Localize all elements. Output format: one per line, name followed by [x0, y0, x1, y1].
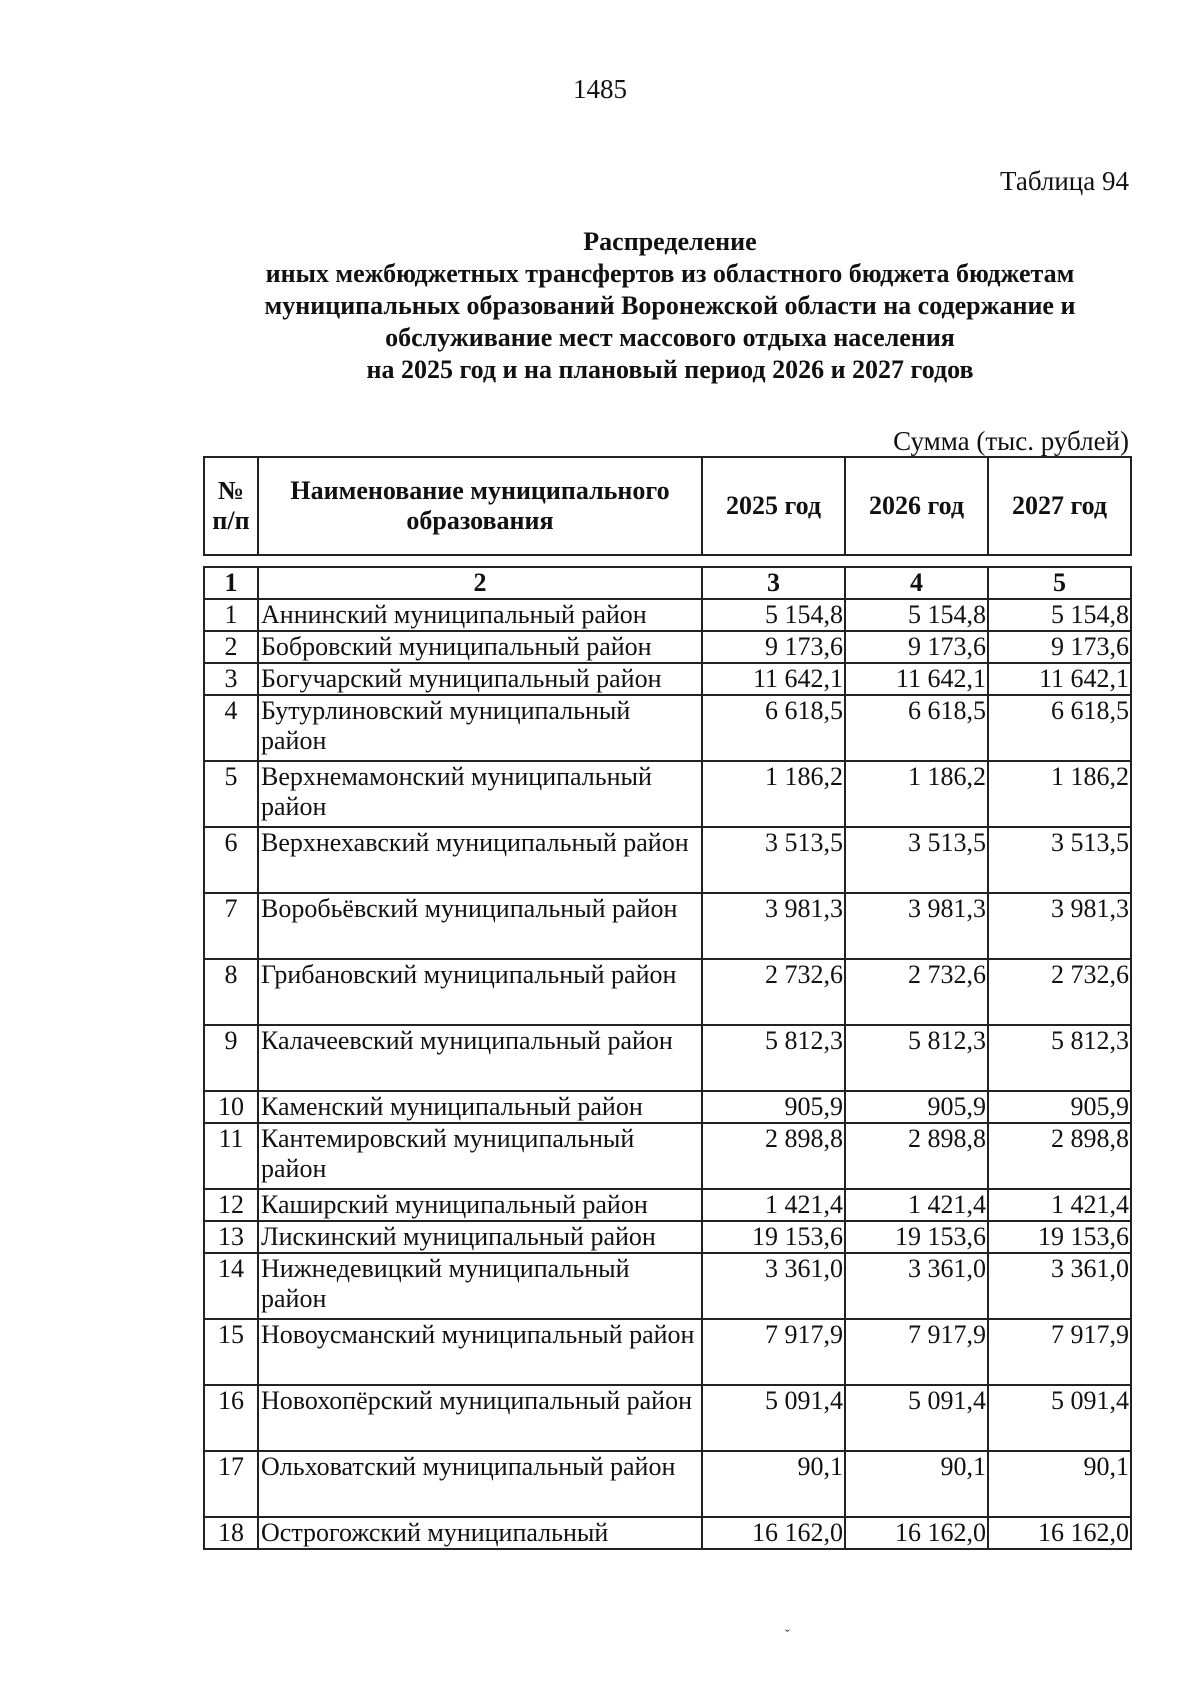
value-2027: 5 812,3 [988, 1025, 1131, 1091]
row-number: 16 [204, 1385, 258, 1451]
table-row [204, 1123, 1131, 1189]
value-2027: 905,9 [988, 1091, 1131, 1123]
title-line: иных межбюджетных трансфертов из областного бюджета бюджетам [265, 259, 1075, 288]
municipality-name: Аннинский муниципальный район [258, 599, 702, 631]
value-2027: 1 421,4 [988, 1189, 1131, 1221]
value-2026: 1 186,2 [845, 761, 988, 827]
municipality-name: Бутурлиновский муниципальный район [258, 695, 702, 761]
value-2026: 90,1 [845, 1451, 988, 1517]
value-2027: 5 154,8 [988, 599, 1131, 631]
value-2025: 3 513,5 [702, 827, 845, 893]
municipality-name: Верхнехавский муниципальный район [258, 827, 702, 893]
value-2027: 3 513,5 [988, 827, 1131, 893]
value-2025: 7 917,9 [702, 1319, 845, 1385]
table-row [204, 631, 1131, 663]
column-number: 5 [988, 567, 1131, 599]
value-2026: 5 812,3 [845, 1025, 988, 1091]
value-2027: 5 091,4 [988, 1385, 1131, 1451]
value-2027: 11 642,1 [988, 663, 1131, 695]
table-header [203, 456, 1132, 556]
value-2026: 1 421,4 [845, 1189, 988, 1221]
value-2025: 19 153,6 [702, 1221, 845, 1253]
row-number: 10 [204, 1091, 258, 1123]
table-row [204, 1253, 1131, 1319]
municipality-name: Новоусманский муниципальный район [258, 1319, 702, 1385]
municipality-name: Верхнемамонский муниципальный район [258, 761, 702, 827]
row-number: 7 [204, 893, 258, 959]
row-number: 4 [204, 695, 258, 761]
value-2025: 3 981,3 [702, 893, 845, 959]
row-number: 9 [204, 1025, 258, 1091]
row-number: 1 [204, 599, 258, 631]
title-line: Распределение [583, 227, 757, 256]
table-row [204, 1091, 1131, 1123]
table-label: Таблица 94 [1000, 166, 1129, 196]
municipality-name: Лискинский муниципальный район [258, 1221, 702, 1253]
value-2025: 5 812,3 [702, 1025, 845, 1091]
row-number: 15 [204, 1319, 258, 1385]
data-table [203, 566, 1132, 1550]
table-row [204, 1451, 1131, 1517]
municipality-name: Воробьёвский муниципальный район [258, 893, 702, 959]
document-title [100, 226, 1200, 386]
row-number: 2 [204, 631, 258, 663]
title-line: на 2025 год и на плановый период 2026 и 2027 годов [366, 355, 974, 384]
table-row [204, 599, 1131, 631]
municipality-name: Богучарский муниципальный район [258, 663, 702, 695]
value-2026: 5 091,4 [845, 1385, 988, 1451]
municipality-name: Кантемировский муниципальный район [258, 1123, 702, 1189]
header-2026: 2026 год [845, 457, 988, 555]
row-number: 12 [204, 1189, 258, 1221]
value-2026: 16 162,0 [845, 1517, 988, 1549]
municipality-name: Каменский муниципальный район [258, 1091, 702, 1123]
scan-mark: ˇ [785, 1628, 790, 1643]
value-2026: 2 732,6 [845, 959, 988, 1025]
value-2027: 2 732,6 [988, 959, 1131, 1025]
table-row [204, 1189, 1131, 1221]
column-number: 1 [204, 567, 258, 599]
value-2026: 3 361,0 [845, 1253, 988, 1319]
value-2027: 7 917,9 [988, 1319, 1131, 1385]
municipality-name: Новохопёрский муниципальный район [258, 1385, 702, 1451]
row-number: 18 [204, 1517, 258, 1549]
table-row [204, 827, 1131, 893]
value-2025: 6 618,5 [702, 695, 845, 761]
municipality-name: Ольховатский муниципальный район [258, 1451, 702, 1517]
value-2027: 3 981,3 [988, 893, 1131, 959]
header-row-number: № п/п [204, 457, 258, 555]
value-2025: 11 642,1 [702, 663, 845, 695]
row-number: 3 [204, 663, 258, 695]
row-number: 14 [204, 1253, 258, 1319]
value-2025: 9 173,6 [702, 631, 845, 663]
value-2025: 5 091,4 [702, 1385, 845, 1451]
column-numbers-row [204, 567, 1131, 599]
column-number: 2 [258, 567, 702, 599]
value-2025: 16 162,0 [702, 1517, 845, 1549]
value-2025: 2 898,8 [702, 1123, 845, 1189]
row-number: 8 [204, 959, 258, 1025]
table-row [204, 1221, 1131, 1253]
table-row [204, 663, 1131, 695]
value-2025: 2 732,6 [702, 959, 845, 1025]
value-2027: 90,1 [988, 1451, 1131, 1517]
row-number: 17 [204, 1451, 258, 1517]
value-2025: 1 421,4 [702, 1189, 845, 1221]
value-2026: 3 513,5 [845, 827, 988, 893]
municipality-name: Каширский муниципальный район [258, 1189, 702, 1221]
table-row [204, 1385, 1131, 1451]
table-row [204, 959, 1131, 1025]
municipality-name: Острогожский муниципальный [258, 1517, 702, 1549]
value-2026: 905,9 [845, 1091, 988, 1123]
header-2027: 2027 год [988, 457, 1131, 555]
value-2025: 3 361,0 [702, 1253, 845, 1319]
value-2026: 11 642,1 [845, 663, 988, 695]
title-line: обслуживание мест массового отдыха населения [385, 323, 955, 352]
table-row [204, 893, 1131, 959]
units-label: Сумма (тыс. рублей) [893, 426, 1129, 456]
value-2027: 19 153,6 [988, 1221, 1131, 1253]
value-2026: 7 917,9 [845, 1319, 988, 1385]
value-2025: 90,1 [702, 1451, 845, 1517]
value-2027: 2 898,8 [988, 1123, 1131, 1189]
column-number: 4 [845, 567, 988, 599]
table-row [204, 1025, 1131, 1091]
value-2025: 905,9 [702, 1091, 845, 1123]
value-2025: 1 186,2 [702, 761, 845, 827]
column-number: 3 [702, 567, 845, 599]
table-row [204, 761, 1131, 827]
page-number: 1485 [573, 74, 627, 104]
table-row [204, 1319, 1131, 1385]
municipality-name: Бобровский муниципальный район [258, 631, 702, 663]
value-2026: 5 154,8 [845, 599, 988, 631]
value-2027: 6 618,5 [988, 695, 1131, 761]
header-2025: 2025 год [702, 457, 845, 555]
value-2027: 16 162,0 [988, 1517, 1131, 1549]
value-2026: 6 618,5 [845, 695, 988, 761]
value-2026: 3 981,3 [845, 893, 988, 959]
table-row [204, 695, 1131, 761]
value-2026: 2 898,8 [845, 1123, 988, 1189]
value-2027: 1 186,2 [988, 761, 1131, 827]
value-2026: 19 153,6 [845, 1221, 988, 1253]
row-number: 11 [204, 1123, 258, 1189]
row-number: 6 [204, 827, 258, 893]
header-municipality-name: Наименование муниципального образования [258, 457, 702, 555]
value-2027: 3 361,0 [988, 1253, 1131, 1319]
value-2026: 9 173,6 [845, 631, 988, 663]
row-number: 5 [204, 761, 258, 827]
municipality-name: Грибановский муниципальный район [258, 959, 702, 1025]
title-line: муниципальных образований Воронежской области на содержание и [264, 291, 1076, 320]
value-2027: 9 173,6 [988, 631, 1131, 663]
table-row [204, 1517, 1131, 1549]
municipality-name: Нижнедевицкий муниципальный район [258, 1253, 702, 1319]
row-number: 13 [204, 1221, 258, 1253]
value-2025: 5 154,8 [702, 599, 845, 631]
municipality-name: Калачеевский муниципальный район [258, 1025, 702, 1091]
